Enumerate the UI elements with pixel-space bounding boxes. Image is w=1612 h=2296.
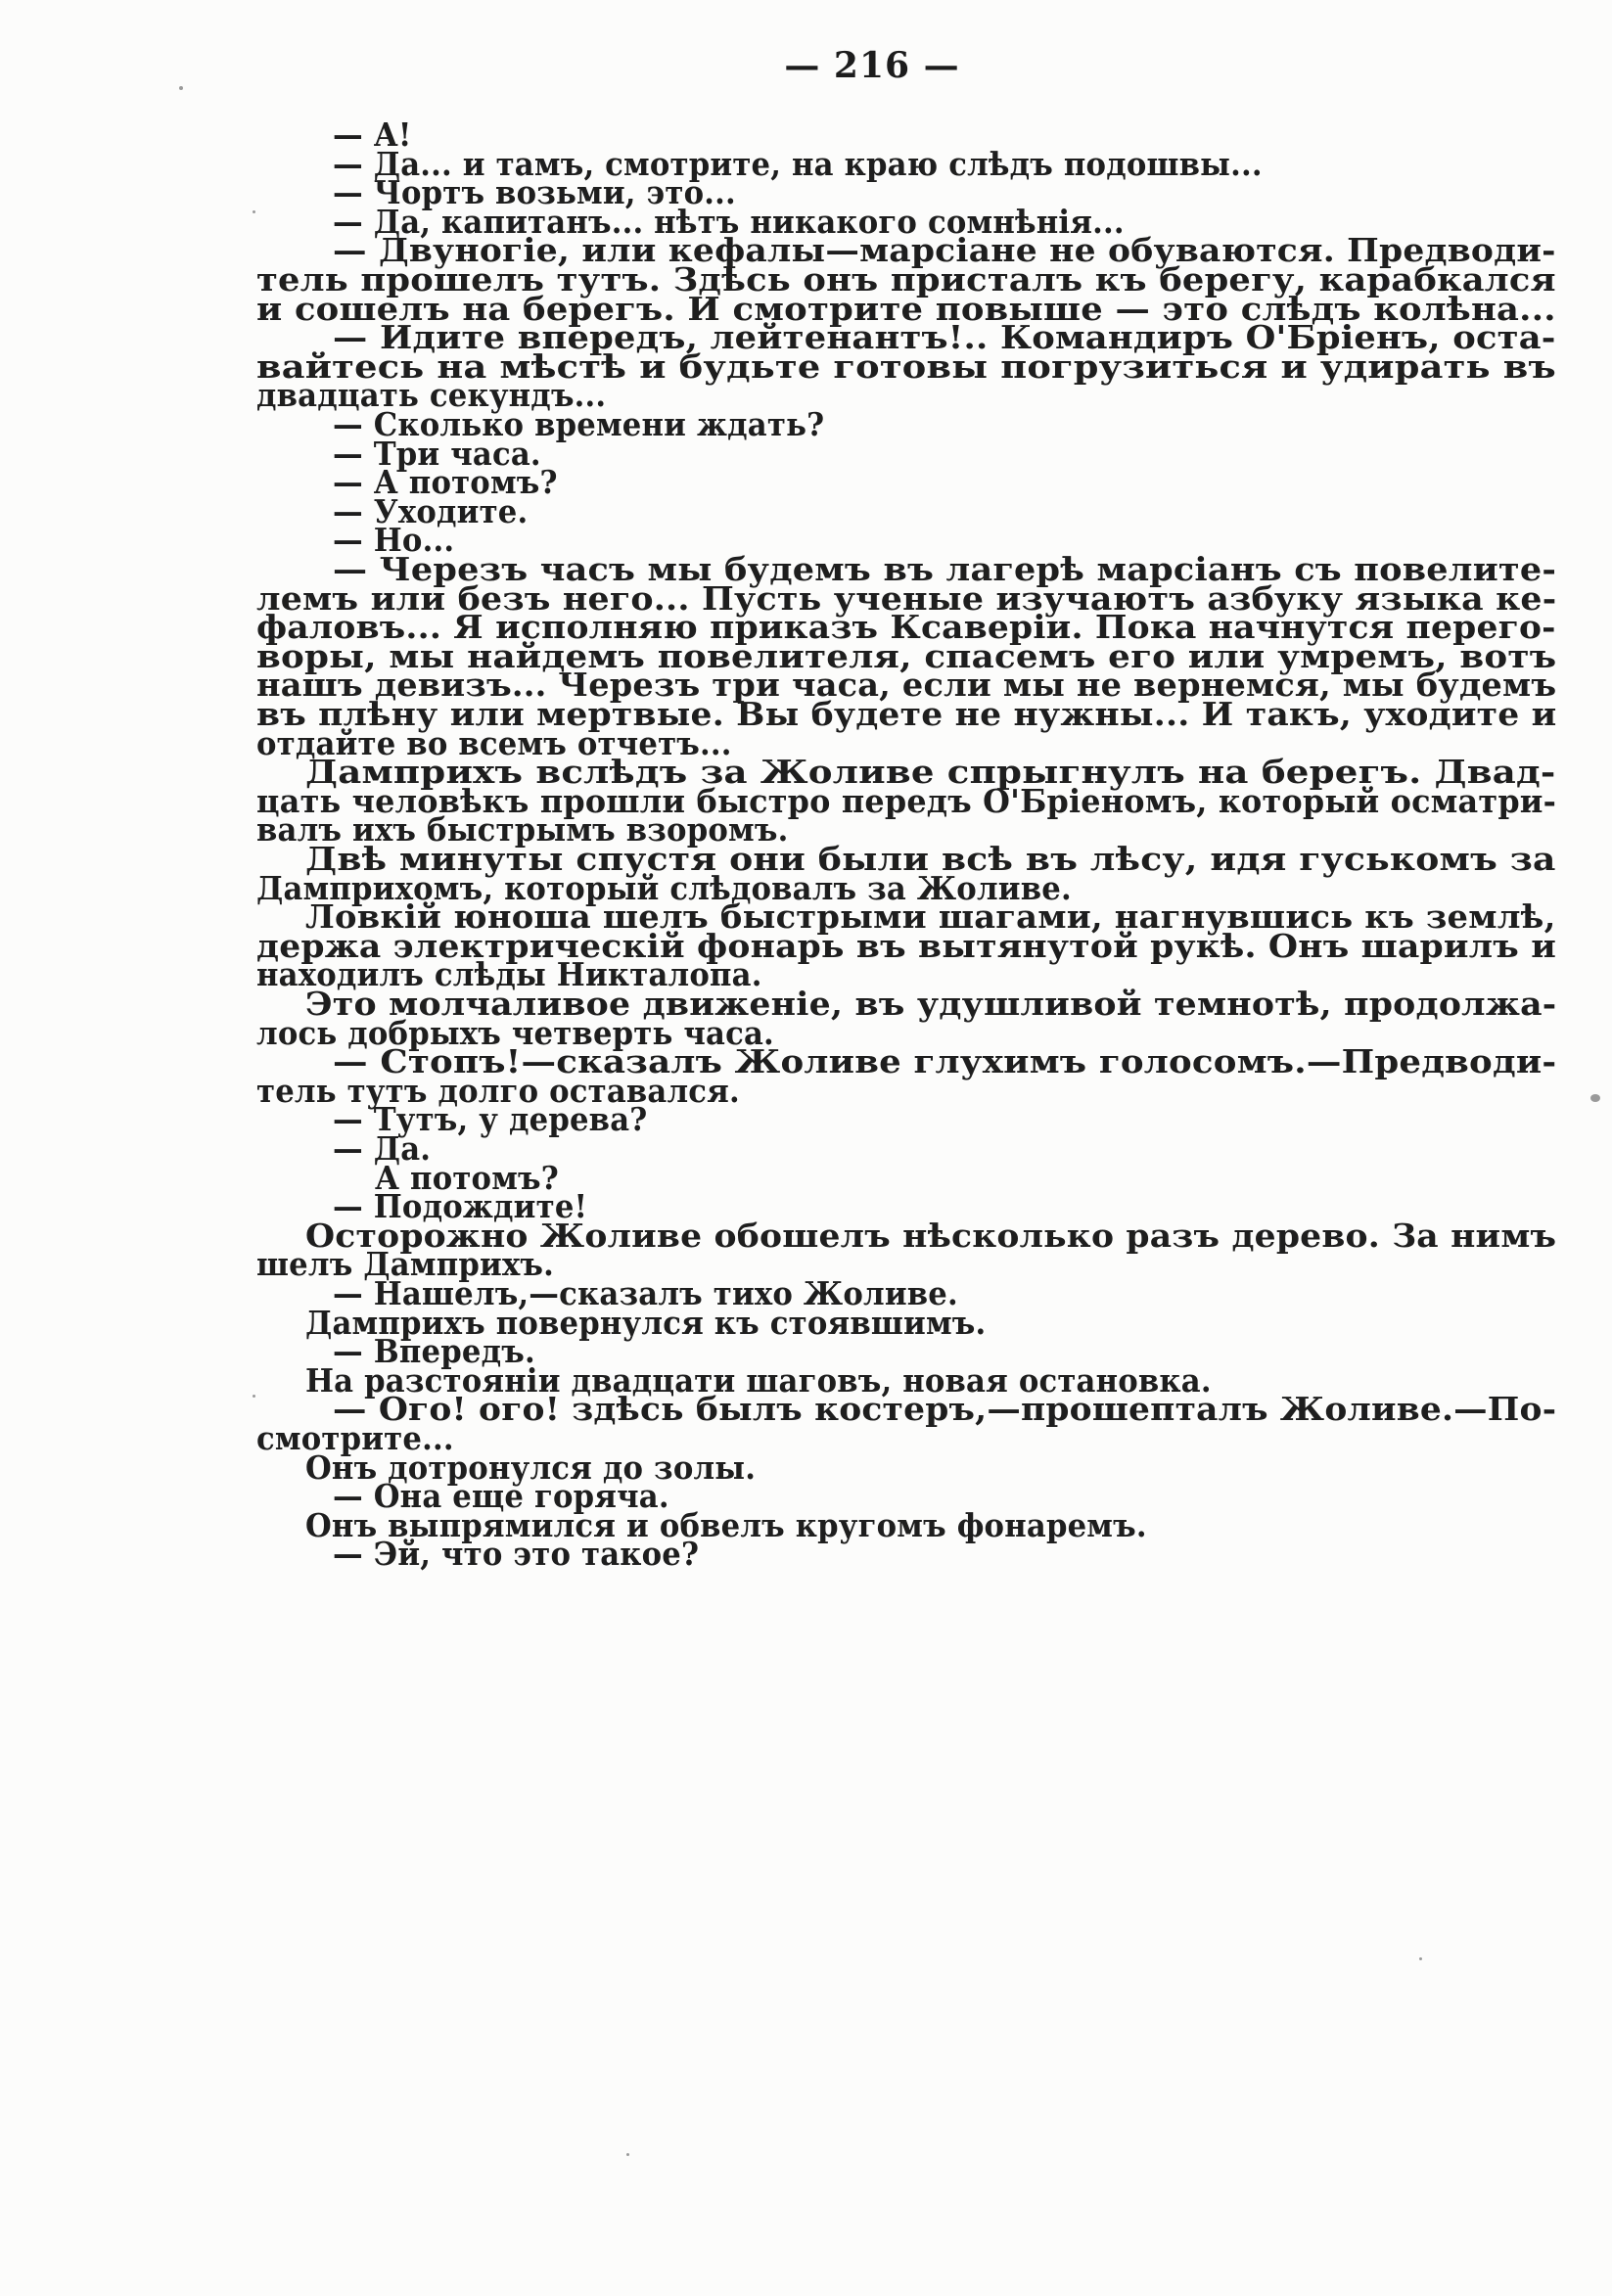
text-line: тель тутъ долго оставался. bbox=[256, 1072, 740, 1110]
text-line: Онъ выпрямился и обвелъ кругомъ фонаремъ. bbox=[305, 1506, 1147, 1544]
text-line: — Уходите. bbox=[333, 492, 529, 530]
text-line: А потомъ? bbox=[375, 1159, 559, 1197]
text-line: находилъ слѣды Никталопа. bbox=[256, 955, 762, 993]
text-line: — Сколько времени ждать? bbox=[333, 405, 825, 443]
text-line: — А потомъ? bbox=[333, 463, 558, 501]
scan-speck bbox=[179, 86, 183, 90]
text-line: — Да, капитанъ... нѣтъ никакого сомнѣнія... bbox=[333, 203, 1125, 241]
text-line: вайтесь на мѣстѣ и будьте готовы погрузиться и удирать въ bbox=[256, 347, 1556, 386]
page-number: — 216 — bbox=[784, 45, 960, 86]
text-line: цать человѣкъ прошли быстро передъ О'Бріеномъ, который осматри- bbox=[256, 782, 1557, 820]
text-line: — Три часа. bbox=[333, 435, 541, 473]
text-line: Дамприхомъ, который слѣдовалъ за Жоливе. bbox=[256, 869, 1072, 907]
text-line: — Ого! ого! здѣсь былъ костеръ,—прошепталъ Жоливе.—По- bbox=[333, 1390, 1557, 1428]
text-line: — Эй, что это такое? bbox=[333, 1535, 700, 1573]
text-line: Осторожно Жоливе обошелъ нѣсколько разъ дерево. За нимъ bbox=[305, 1217, 1557, 1255]
text-line: — Нашелъ,—сказалъ тихо Жоливе. bbox=[333, 1274, 958, 1312]
text-line: въ плѣну или мертвые. Вы будете не нужны... И такъ, уходите и bbox=[256, 695, 1557, 733]
scan-speck bbox=[1419, 1957, 1422, 1960]
text-line: двадцать секундъ... bbox=[256, 376, 607, 414]
text-line: Дамприхъ повернулся къ стоявшимъ. bbox=[305, 1304, 987, 1342]
text-line: — Да. bbox=[333, 1129, 432, 1168]
text-line: лемъ или безъ него... Пусть ученые изучаютъ азбуку языка ке- bbox=[256, 579, 1557, 618]
text-line: шелъ Дамприхъ. bbox=[256, 1245, 555, 1283]
text-line: — Тутъ, у дерева? bbox=[333, 1100, 648, 1138]
text-line: — Идите впередъ, лейтенантъ!.. Командиръ О'Бріенъ, оста- bbox=[333, 318, 1556, 356]
text-line: фаловъ... Я исполняю приказъ Ксаверіи. Пока начнутся перего- bbox=[256, 608, 1556, 646]
text-line: Онъ дотронулся до золы. bbox=[305, 1448, 757, 1487]
text-line: Это молчаливое движеніе, въ удушливой темнотѣ, продолжа- bbox=[305, 985, 1557, 1023]
text-line: лось добрыхъ четверть часа. bbox=[256, 1014, 774, 1052]
text-line: валъ ихъ быстрымъ взоромъ. bbox=[256, 810, 789, 849]
text-line: — Стопъ!—сказалъ Жоливе глухимъ голосомъ.—Предводи- bbox=[333, 1042, 1557, 1080]
text-line: отдайте во всемъ отчетъ... bbox=[256, 724, 732, 762]
text-line: Ловкій юноша шелъ быстрыми шагами, нагнувшись къ землѣ, bbox=[305, 897, 1556, 936]
scan-speck bbox=[253, 1395, 255, 1398]
text-line: — Да... и тамъ, смотрите, на краю слѣдъ подошвы... bbox=[333, 145, 1263, 183]
text-line: тель прошелъ тутъ. Здѣсь онъ присталъ къ берегу, карабкался bbox=[256, 260, 1556, 298]
text-line: — Черезъ часъ мы будемъ въ лагерѣ марсіанъ съ повелите- bbox=[333, 550, 1557, 588]
text-line: нашъ девизъ... Черезъ три часа, если мы не вернемся, мы будемъ bbox=[256, 666, 1557, 704]
text-line: Дамприхъ вслѣдъ за Жоливе спрыгнулъ на берегъ. Двад- bbox=[305, 753, 1556, 791]
text-line: — Чортъ возьми, это... bbox=[333, 173, 736, 211]
scan-speck bbox=[626, 2153, 629, 2156]
text-line: смотрите... bbox=[256, 1419, 454, 1457]
text-line: — Подождите! bbox=[333, 1187, 588, 1225]
text-line: держа электрическій фонарь въ вытянутой рукѣ. Онъ шарилъ и bbox=[256, 927, 1557, 965]
text-line: — Впередъ. bbox=[333, 1332, 535, 1370]
text-line: Двѣ минуты спустя они были всѣ въ лѣсу, идя гуськомъ за bbox=[305, 840, 1556, 878]
scan-speck bbox=[253, 210, 255, 213]
text-line: и сошелъ на берегъ. И смотрите повыше — это слѣдъ колѣна... bbox=[256, 290, 1556, 328]
scan-speck bbox=[1590, 1094, 1600, 1102]
text-line: — Двуногіе, или кефалы—марсіане не обуваются. Предводи- bbox=[333, 231, 1556, 269]
text-line: воры, мы найдемъ повелителя, спасемъ его или умремъ, вотъ bbox=[256, 637, 1557, 675]
text-line: На разстояніи двадцати шаговъ, новая остановка. bbox=[305, 1361, 1212, 1400]
text-line: — А! bbox=[333, 115, 412, 154]
text-line: — Она еще горяча. bbox=[333, 1477, 669, 1515]
text-line: — Но... bbox=[333, 521, 455, 559]
